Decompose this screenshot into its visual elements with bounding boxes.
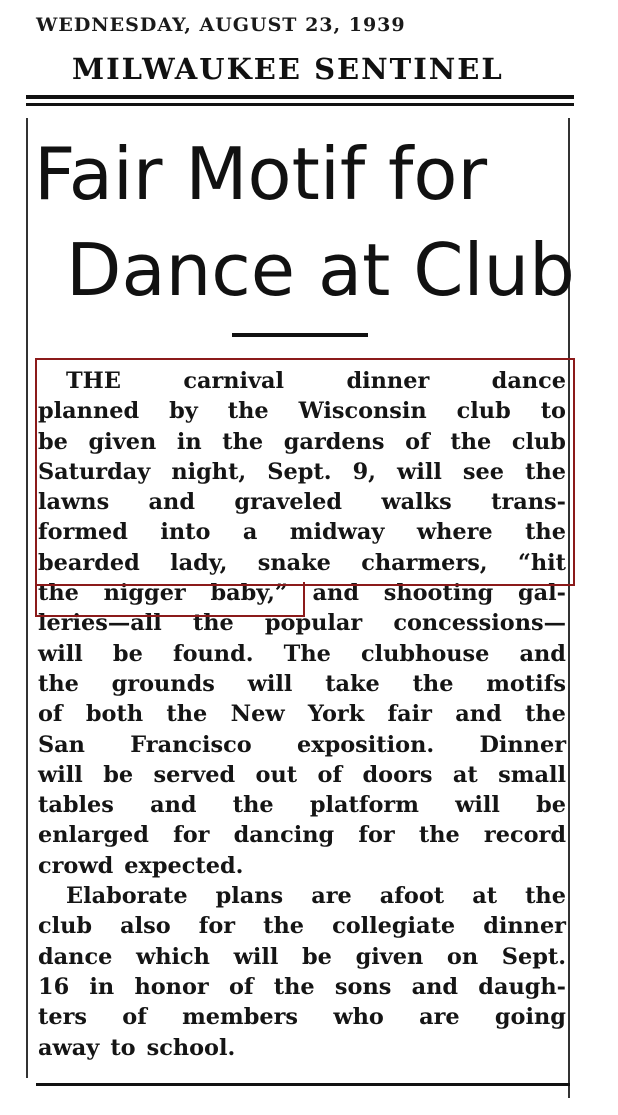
newspaper-name: MILWAUKEE SENTINEL: [72, 52, 504, 86]
article-word: collegiate: [332, 913, 456, 940]
article-word: to: [110, 1034, 136, 1061]
article-word: small: [498, 761, 566, 788]
article-word: be: [112, 640, 143, 667]
bottom-rule: [36, 1083, 570, 1086]
article-word: and: [455, 701, 502, 728]
article-word: going: [494, 1004, 566, 1031]
article-word: out: [255, 761, 298, 788]
article-word: in: [176, 428, 202, 455]
paragraph1-line: [38, 548, 566, 578]
article-word: gal-: [517, 580, 566, 607]
article-word: afoot: [379, 883, 445, 910]
article-word: will: [455, 792, 500, 819]
article-word: both: [85, 701, 144, 728]
paragraph1-line: [38, 790, 566, 820]
article-word: tables: [38, 792, 114, 819]
paragraph1-line: [38, 396, 566, 426]
article-word: club: [38, 913, 93, 940]
article-word: club: [511, 428, 566, 455]
article-word: and: [148, 489, 195, 516]
paragraph1-line: [38, 760, 566, 790]
article-word: baby,”: [210, 580, 288, 607]
article-word: Wisconsin: [298, 398, 427, 425]
dateline: WEDNESDAY, AUGUST 23, 1939: [36, 14, 406, 36]
article-word: Francisco: [130, 731, 252, 758]
article-word: bearded: [38, 549, 140, 576]
article-word: the: [166, 701, 208, 728]
article-word: away: [38, 1034, 100, 1061]
paragraph2-line: [38, 942, 566, 972]
article-word: charmers,: [361, 549, 488, 576]
article-word: the: [192, 610, 234, 637]
article-word: dance: [38, 943, 113, 970]
article-word: New: [230, 701, 285, 728]
article-word: which: [135, 943, 210, 970]
paragraph1-line: [38, 427, 566, 457]
article-word: doors: [362, 761, 433, 788]
paragraph1-line: [38, 639, 566, 669]
article-word: will: [38, 640, 83, 667]
article-word: walks: [381, 489, 452, 516]
article-word: will: [38, 761, 83, 788]
article-word: the: [273, 973, 315, 1000]
article-word: lady,: [170, 549, 228, 576]
article-word: of: [405, 428, 430, 455]
article-word: carnival: [183, 368, 285, 394]
article-word: given: [355, 943, 424, 970]
article-word: concessions—: [393, 610, 566, 637]
article-word: also: [120, 913, 171, 940]
article-word: will: [247, 670, 293, 697]
article-word: the: [525, 883, 566, 910]
article-word: a: [242, 519, 258, 546]
article-word: formed: [38, 519, 128, 546]
article-word: be: [103, 761, 134, 788]
article-word: and: [150, 792, 197, 819]
article-word: “hit: [517, 549, 566, 576]
article-word: will: [397, 458, 442, 485]
article-word: grounds: [111, 670, 215, 697]
article-word: night,: [171, 458, 247, 485]
paragraph1-line: [38, 487, 566, 517]
headline-line-2: Dance at Club: [66, 228, 575, 312]
article-word: Elaborate: [66, 883, 188, 910]
article-word: for: [198, 913, 236, 940]
article-word: ters: [38, 1004, 87, 1031]
article-word: for: [173, 822, 210, 849]
article-word: the: [227, 398, 269, 425]
article-word: see: [462, 458, 505, 485]
article-word: take: [325, 670, 380, 697]
article-word: Saturday: [38, 458, 151, 485]
article-word: the: [38, 580, 79, 607]
column-border-left: [26, 118, 28, 1078]
article-word: of: [228, 973, 254, 1000]
article-word: into: [160, 519, 211, 546]
article-word: the: [222, 428, 264, 455]
article-word: daugh-: [478, 973, 566, 1000]
article-word: found.: [172, 640, 254, 667]
article-word: platform: [309, 792, 419, 819]
article-word: Dinner: [479, 731, 566, 758]
article-word: in: [89, 973, 115, 1000]
article-word: the: [263, 913, 305, 940]
headline-line-1: Fair Motif for: [34, 132, 488, 216]
masthead-rule-secondary: [26, 103, 574, 106]
article-word: trans-: [491, 489, 566, 516]
article-word: and: [411, 973, 459, 1000]
paragraph2-line: [38, 972, 566, 1002]
article-word: of: [38, 701, 63, 728]
article-word: 16: [38, 973, 70, 1000]
article-word: for: [358, 822, 395, 849]
article-word: the: [525, 519, 566, 546]
article-word: leries—all: [38, 610, 162, 637]
article-word: the: [418, 822, 460, 849]
article-word: of: [122, 1004, 147, 1031]
article-word: club: [456, 398, 511, 425]
article-word: and: [312, 580, 359, 607]
article-word: shooting: [383, 580, 494, 607]
article-word: by: [169, 398, 198, 425]
paragraph2-line: [38, 911, 566, 941]
masthead-rule: [26, 95, 574, 99]
article-word: the: [525, 458, 566, 485]
article-word: school.: [146, 1034, 236, 1061]
paragraph2-line: [38, 1002, 566, 1032]
article-word: 9,: [352, 458, 376, 485]
article-word: San: [38, 731, 85, 758]
article-word: snake: [257, 549, 331, 576]
article-word: served: [153, 761, 236, 788]
paragraph1-line: [38, 730, 566, 760]
article-word: the: [525, 701, 566, 728]
article-word: dance: [491, 368, 566, 394]
article-word: Sept.: [267, 458, 332, 485]
paragraph2-line: [38, 881, 566, 911]
article-word: midway: [289, 519, 385, 546]
article-word: dinner: [346, 368, 430, 394]
article-word: lawns: [38, 489, 110, 516]
article-word: the: [412, 670, 454, 697]
article-word: at: [472, 883, 498, 910]
article-word: be: [536, 792, 566, 819]
paragraph1-line: [38, 820, 566, 850]
article-word: record: [483, 822, 566, 849]
article-word: clubhouse: [360, 640, 490, 667]
article-word: exposition.: [297, 731, 435, 758]
paragraph1-line: [38, 578, 566, 608]
article-word: popular: [264, 610, 363, 637]
article-word: and: [519, 640, 566, 667]
article-word: the: [232, 792, 274, 819]
article-word: the: [450, 428, 492, 455]
article-word: honor: [134, 973, 209, 1000]
article-word: will: [233, 943, 279, 970]
paragraph1-line: [38, 517, 566, 547]
article-word: nigger: [103, 580, 186, 607]
article-word: of: [317, 761, 343, 788]
article-word: York: [307, 701, 365, 728]
article-word: fair: [387, 701, 432, 728]
article-word: given: [88, 428, 157, 455]
article-word: be: [302, 943, 332, 970]
article-word: gardens: [283, 428, 385, 455]
article-word: are: [419, 1004, 460, 1031]
paragraph1-line: [38, 669, 566, 699]
paragraph1-line: [38, 851, 566, 881]
article-word: members: [182, 1004, 299, 1031]
article-word: are: [311, 883, 352, 910]
article-word: dancing: [233, 822, 335, 849]
article-word: motifs: [486, 670, 566, 697]
article-word: at: [452, 761, 478, 788]
paragraph1-line: [38, 608, 566, 638]
article-word: on: [446, 943, 479, 970]
article-word: enlarged: [38, 822, 149, 849]
article-word: be: [38, 428, 68, 455]
paragraph2-line: [38, 1033, 566, 1063]
article-word: the: [38, 670, 79, 697]
article-word: Sept.: [501, 943, 566, 970]
article-word: sons: [334, 973, 392, 1000]
article-word: expected.: [124, 852, 244, 879]
article-word: dinner: [483, 913, 566, 940]
article-word: who: [333, 1004, 384, 1031]
article-word: crowd: [38, 852, 114, 879]
article-word: plans: [215, 883, 284, 910]
paragraph1-line: [38, 699, 566, 729]
article-word: The: [283, 640, 331, 667]
paragraph1-line: [38, 457, 566, 487]
paragraph1-line: [38, 366, 566, 396]
article-body: [38, 366, 566, 1063]
article-word: graveled: [234, 489, 342, 516]
article-word: THE: [66, 368, 121, 394]
article-word: planned: [38, 398, 140, 425]
headline-divider: [232, 333, 368, 337]
article-word: where: [416, 519, 493, 546]
article-word: to: [540, 398, 566, 425]
